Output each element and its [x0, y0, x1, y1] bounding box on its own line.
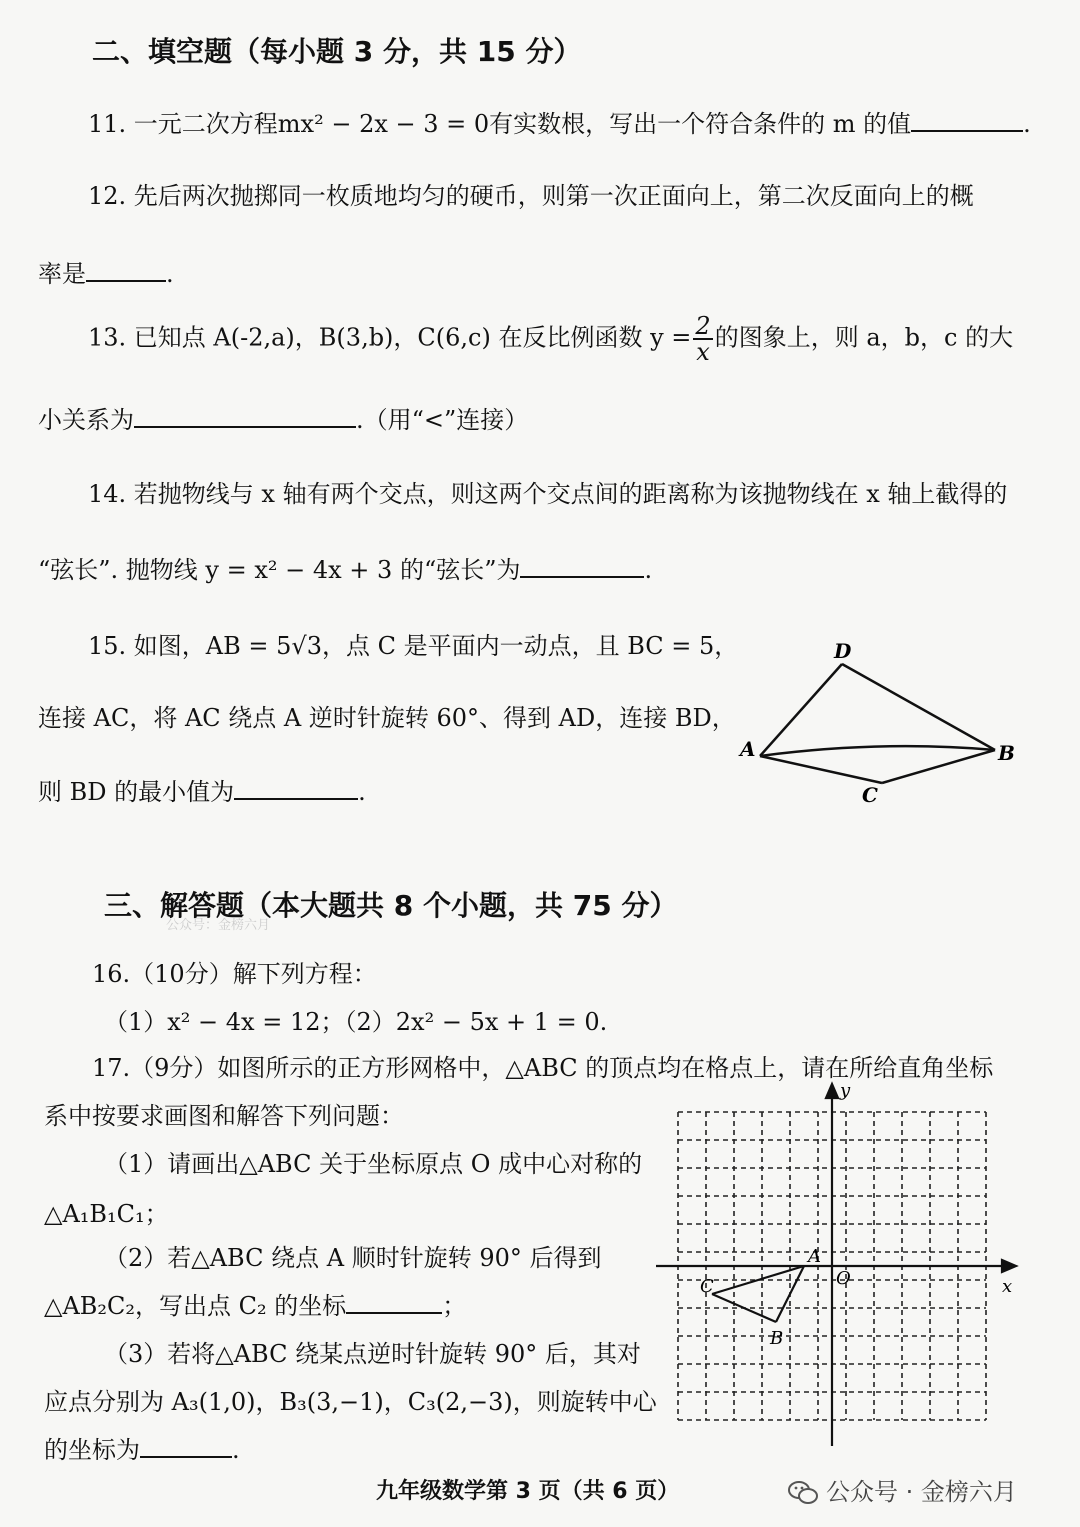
question-17-part3a: （3）若将△ABC 绕某点逆时针旋转 90° 后，其对 [104, 1340, 641, 1368]
section-title-solve: 三、解答题（本大题共 8 个小题，共 75 分） [104, 889, 678, 922]
faint-watermark: 公众号：金榜六月 [166, 918, 271, 933]
answer-blank-17-2[interactable] [346, 1288, 442, 1314]
question-13-suffix: 的图象上，则 a，b，c 的大 [714, 323, 1014, 352]
question-16-line1: 16.（10分）解下列方程： [92, 960, 377, 988]
question-13-line2-suffix: .（用“<”连接） [356, 406, 529, 434]
question-13-line1 [88, 314, 1013, 364]
fraction-2-over-x [693, 314, 712, 364]
question-15-line1: 15. 如图，AB = 5√3，点 C 是平面内一动点，且 BC = 5， [88, 632, 739, 660]
label-c: C [700, 1276, 714, 1297]
question-11-text: 11. 一元二次方程mx² − 2x − 3 = 0有实数根，写出一个符合条件的 m 的值 [88, 110, 912, 138]
label-y: y [840, 1080, 851, 1101]
label-a: A [740, 737, 756, 761]
label-c: C [862, 783, 878, 807]
question-15-line2: 连接 AC，将 AC 绕点 A 逆时针旋转 60°、得到 AD，连接 BD， [38, 704, 736, 732]
question-12-prefix: 率是 [38, 260, 86, 288]
x-axis-arrow-icon [1002, 1260, 1016, 1272]
label-x: x [1002, 1276, 1013, 1297]
question-14-end: . [644, 556, 653, 584]
question-17-part3b: 应点分别为 A₃(1,0)，B₃(3,−1)，C₃(2,−3)，则旋转中心 [44, 1388, 657, 1416]
watermark [788, 1472, 1017, 1507]
question-15-prefix: 则 BD 的最小值为 [38, 778, 235, 806]
q17-coordinate-grid [650, 1078, 1030, 1453]
watermark-text: 公众号 · 金榜六月 [826, 1478, 1017, 1506]
segment-cb [712, 1294, 776, 1322]
fraction-numerator: 2 [695, 312, 711, 340]
y-axis-arrow-icon [826, 1084, 838, 1098]
question-12-end: . [166, 260, 174, 288]
question-17-part1a: （1）请画出△ABC 关于坐标原点 O 成中心对称的 [104, 1150, 643, 1178]
question-14-prefix: “弦长”. 抛物线 y = x² − 4x + 3 的“弦长”为 [38, 556, 521, 584]
question-13-line2 [38, 400, 528, 435]
question-11 [88, 104, 1031, 139]
question-17-part2b-end: ； [442, 1292, 467, 1320]
answer-blank-17-3[interactable] [140, 1432, 232, 1458]
section-title-fill-blank: 二、填空题（每小题 3 分，共 15 分） [92, 35, 582, 68]
question-15-end: . [358, 778, 366, 806]
fraction-denominator: x [696, 338, 710, 366]
wechat-icon [788, 1480, 818, 1506]
question-16-line2: （1）x² − 4x = 12；（2）2x² − 5x + 1 = 0. [104, 1008, 608, 1036]
answer-blank-15[interactable] [234, 774, 358, 800]
question-14-line2 [38, 550, 652, 585]
question-17-part3c-end: . [232, 1436, 240, 1464]
segment-ac [760, 756, 882, 783]
question-12-line1: 12. 先后两次抛掷同一枚质地均匀的硬币，则第一次正面向上，第二次反面向上的概 [88, 182, 974, 210]
answer-blank-14[interactable] [520, 552, 644, 578]
question-17-part2b [44, 1286, 466, 1321]
question-12-line2 [38, 254, 174, 289]
question-14-line1: 14. 若抛物线与 x 轴有两个交点，则这两个交点间的距离称为该抛物线在 x 轴上截得的 [88, 480, 1008, 508]
label-b: B [998, 741, 1015, 765]
q15-figure [730, 636, 1030, 816]
question-11-end: . [1023, 110, 1031, 138]
segment-cb [882, 750, 995, 783]
label-a: A [808, 1246, 821, 1267]
segment-db [842, 664, 995, 750]
label-o: O [836, 1268, 851, 1289]
answer-blank-13[interactable] [134, 402, 356, 428]
label-b: B [770, 1328, 784, 1349]
segment-ad [760, 664, 842, 756]
answer-blank-11[interactable] [911, 106, 1023, 132]
question-17-part3c [44, 1430, 240, 1465]
page-footer: 九年级数学第 3 页（共 6 页） [376, 1479, 680, 1504]
question-15-line3 [38, 772, 366, 807]
question-17-part3c-prefix: 的坐标为 [44, 1436, 140, 1464]
question-17-line2: 系中按要求画图和解答下列问题： [44, 1102, 404, 1130]
label-d: D [834, 639, 852, 663]
question-17-line1: 17.（9分）如图所示的正方形网格中，△ABC 的顶点均在格点上，请在所给直角坐标 [92, 1054, 994, 1082]
question-13-line2-prefix: 小关系为 [38, 406, 134, 434]
question-17-part2a: （2）若△ABC 绕点 A 顺时针旋转 90° 后得到 [104, 1244, 602, 1272]
question-17-part2b-prefix: △AB₂C₂，写出点 C₂ 的坐标 [44, 1292, 347, 1320]
question-13-prefix: 13. 已知点 A(-2,a)，B(3,b)，C(6,c) 在反比例函数 y = [88, 323, 692, 352]
question-17-part1b: △A₁B₁C₁； [44, 1200, 169, 1228]
answer-blank-12[interactable] [86, 256, 166, 282]
segment-ab [760, 746, 995, 756]
